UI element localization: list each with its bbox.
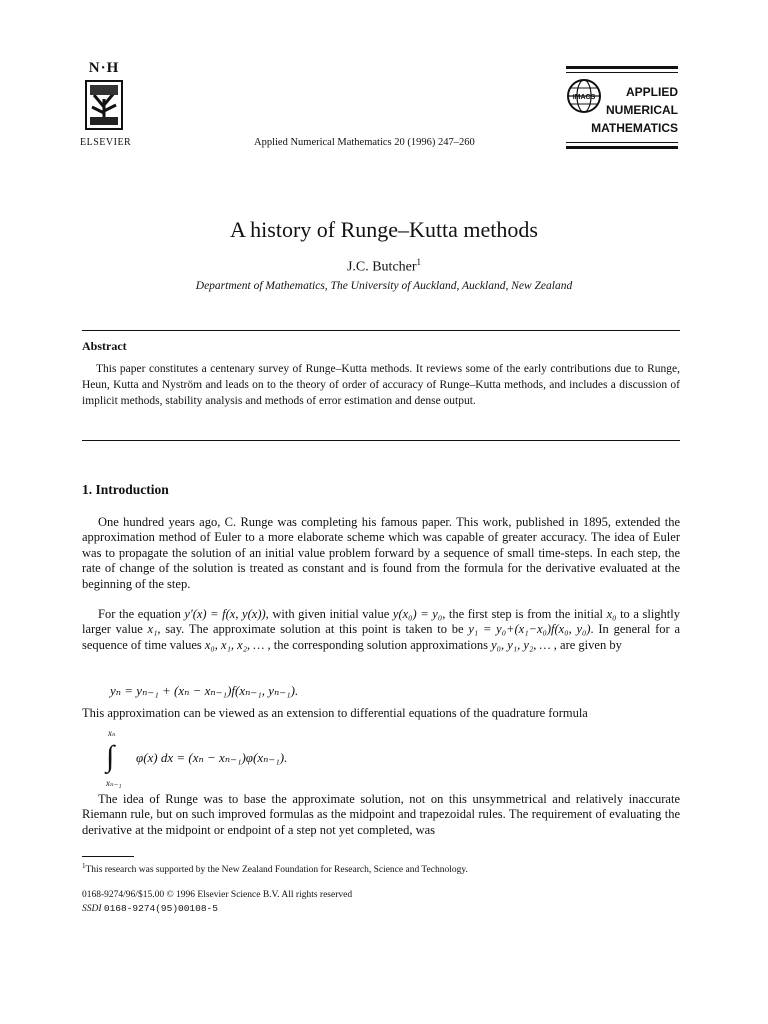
ssdi-label: SSDI [82,904,102,914]
author-line [0,257,768,276]
journal-logo-line-1: APPLIED [625,85,678,99]
abstract-body: This paper constitutes a centenary survey of Runge–Kutta methods. It reviews some of the early contributions due to Runge, Heun, Kutta and Nyström and leads on to the theory of order of accuracy of Runge–Kutta methods, and includes a discussion of implicit methods, stability analysis and methods of error estimation and dense output. [82,363,680,407]
author-name: J.C. Butcher [346,259,417,275]
p2-math-ys: y₀, y₁, y₂, … [491,637,551,652]
seal-lettering: IMACS [572,94,596,101]
p2-text-h: , are given by [550,637,622,652]
equation-euler: yₙ = yₙ₋₁ + (xₙ − xₙ₋₁)f(xₙ₋₁, yₙ₋₁). [110,683,299,698]
publisher-logo [74,60,134,136]
p2-text-d: to a slightly larger value [82,607,681,637]
globe-seal-icon [566,78,602,114]
ssdi-line [82,902,352,916]
p2-math-euler-step: y₁ = y₀+(x₁−x₀)f(x₀, y₀) [468,622,591,637]
p2-text-g: , the corresponding solution approximations [264,637,492,652]
p2-text-f: . In general for a sequence of time values [82,622,680,652]
footnote [82,862,468,875]
publisher-name: ELSEVIER [80,137,132,148]
ssdi-code: 0168-9274(95)00108-5 [103,903,218,914]
footnote-text: This research was supported by the New Zealand Foundation for Research, Science and Technology. [85,865,468,876]
abstract-rule-bottom [82,440,680,441]
paragraph-4-text: The idea of Runge was to base the approximate solution, not on this unsymmetrical and relatively inaccurate Riemann rule, but on such improved formulas as the midpoint and trapezoidal rules. The requirement of evaluating the derivative at the midpoint or endpoint of a step not yet completed, was [82,792,680,837]
footnote-rule [82,856,134,857]
p2-math-x1: x₁ [147,622,158,637]
footnote-mark: 1 [82,862,86,870]
paragraph-2 [82,607,680,653]
journal-reference: Applied Numerical Mathematics 20 (1996) 247–260 [254,137,475,148]
p2-text-e: , say. The approximate solution at this point is taken to be [157,622,469,637]
abstract-rule-top [82,330,680,331]
p2-text-c: , the first step is from the initial [442,607,607,621]
elsevier-tree-icon [74,77,134,133]
p2-math-x0: x₀ [606,607,617,621]
p2-math-xs: x₀, x₁, x₂, … [204,637,265,652]
integral-upper-limit: xₙ [108,728,116,738]
integral-body: φ(x) dx = (xₙ − xₙ₋₁)φ(xₙ₋₁). [136,750,288,765]
copyright-line: 0168-9274/96/$15.00 © 1996 Elsevier Science B.V. All rights reserved [82,890,353,900]
affiliation: Department of Mathematics, The University of Auckland, Auckland, New Zealand [195,280,573,292]
journal-logo-line-3: MATHEMATICS [591,121,678,135]
p2-math-initial: y(x₀) = y₀ [392,607,443,621]
copyright-block [82,889,352,916]
paper-title: A history of Runge–Kutta methods [230,217,538,242]
abstract-heading: Abstract [82,339,127,353]
publisher-logo-mark: N·H [88,60,120,76]
integral-sign-icon: ∫ [106,740,115,773]
logo-rule-top-thin [566,72,678,73]
p2-text-b: , with given initial value [265,607,393,621]
journal-logo-line-2: NUMERICAL [606,103,678,117]
section-heading: 1. Introduction [82,482,169,497]
paragraph-1-text: One hundred years ago, C. Runge was completing his famous paper. This work, published in 1895, extended the approximation method of Euler to a more elaborate scheme which was capable of greater accuracy. The idea of Euler was to propagate the solution of an initial value problem forward by a sequence of small time-steps. In each step, the rate of change of the solution is treated as constant and is found from the formula for the derivative evaluated at the beginning of the step. [82,515,680,591]
equation-quadrature [106,728,406,792]
p2-math-ode: y′(x) = f(x, y(x)) [184,607,266,621]
integral-lower-limit: xₙ₋₁ [106,778,122,788]
journal-logo [566,66,678,150]
paragraph-1 [82,515,680,592]
logo-rule-bottom-thin [566,142,678,143]
paragraph-3: This approximation can be viewed as an extension to differential equations of the quadrature formula [82,706,588,720]
paragraph-4 [82,792,680,838]
logo-rule-bottom [566,146,678,149]
author-footnote-mark: 1 [416,257,422,267]
logo-rule-top [566,66,678,69]
p2-text-a: For the equation [98,607,185,621]
